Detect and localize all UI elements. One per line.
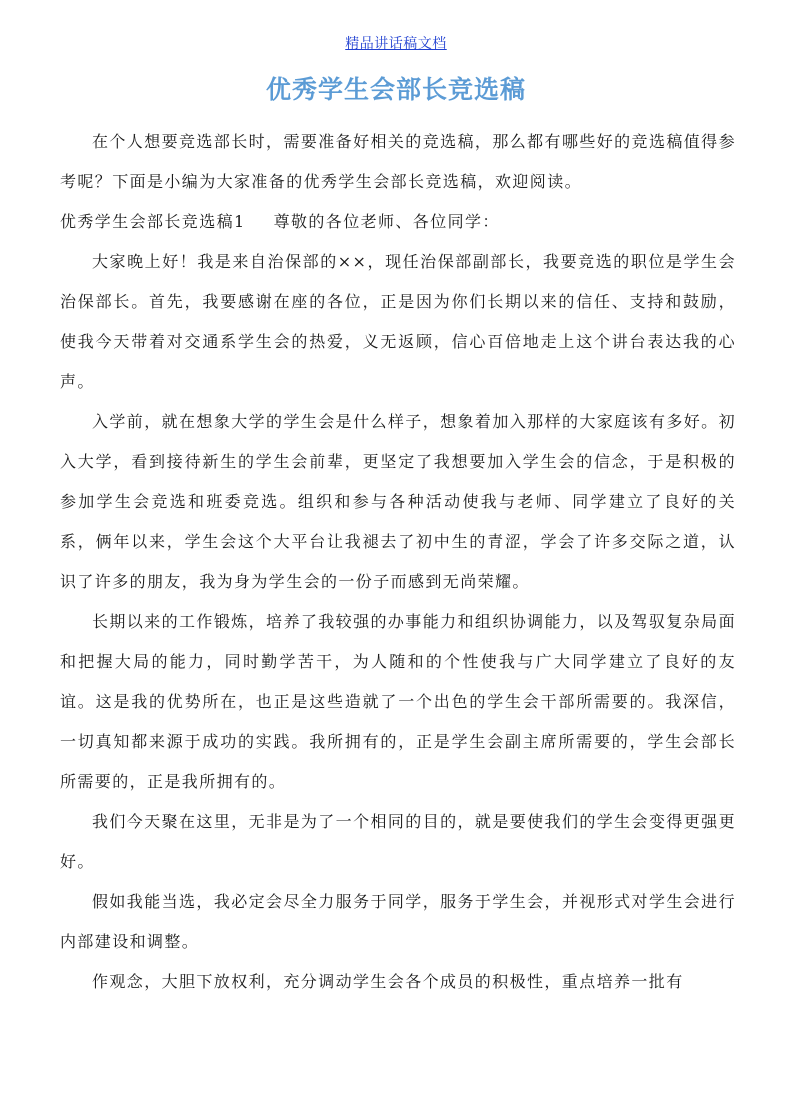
section-heading-line (60, 202, 736, 242)
greeting: 尊敬的各位老师、各位同学： (273, 212, 500, 231)
section-heading: 优秀学生会部长竞选稿1 (60, 212, 246, 231)
body-paragraph: 作观念，大胆下放权利，充分调动学生会各个成员的积极性，重点培养一批有 (92, 972, 684, 991)
document-title: 优秀学生会部长竞选稿 (265, 75, 526, 104)
body-paragraph: 大家晚上好！我是来自治保部的××，现任治保部副部长，我要竞选的职位是学生会治保部长。首先，我要感谢在座的各位，正是因为你们长期以来的信任、支持和鼓励，使我今天带着对交通系学生会的热爱，义无返顾，信心百倍地走上这个讲台表达我的心声。 (60, 252, 736, 391)
body-paragraph: 我们今天聚在这里，无非是为了一个相同的目的，就是要使我们的学生会变得更强更好。 (60, 812, 736, 871)
body-paragraph: 入学前，就在想象大学的学生会是什么样子，想象着加入那样的大家庭该有多好。初入大学，看到接待新生的学生会前辈，更坚定了我想要加入学生会的信念，于是积极的参加学生会竞选和班委竞选。组织和参与各种活动使我与老师、同学建立了良好的关系，俩年以来，学生会这个大平台让我褪去了初中生的青涩，学会了许多交际之道，认识了许多的朋友，我为身为学生会的一份子而感到无尚荣耀。 (60, 412, 736, 591)
body-paragraph: 假如我能当选，我必定会尽全力服务于同学，服务于学生会，并视形式对学生会进行内部建设和调整。 (60, 892, 736, 951)
intro-paragraph: 在个人想要竞选部长时，需要准备好相关的竞选稿，那么都有哪些好的竞选稿值得参考呢？下面是小编为大家准备的优秀学生会部长竞选稿，欢迎阅读。 (60, 132, 736, 191)
header-link[interactable]: 精品讲话稿文档 (345, 36, 447, 52)
document-body (60, 122, 736, 1002)
body-paragraph: 长期以来的工作锻炼，培养了我较强的办事能力和组织协调能力，以及驾驭复杂局面和把握大局的能力，同时勤学苦干，为人随和的个性使我与广大同学建立了良好的友谊。这是我的优势所在，也正是这些造就了一个出色的学生会干部所需要的。我深信，一切真知都来源于成功的实践。我所拥有的，正是学生会副主席所需要的，学生会部长所需要的，正是我所拥有的。 (60, 612, 736, 791)
